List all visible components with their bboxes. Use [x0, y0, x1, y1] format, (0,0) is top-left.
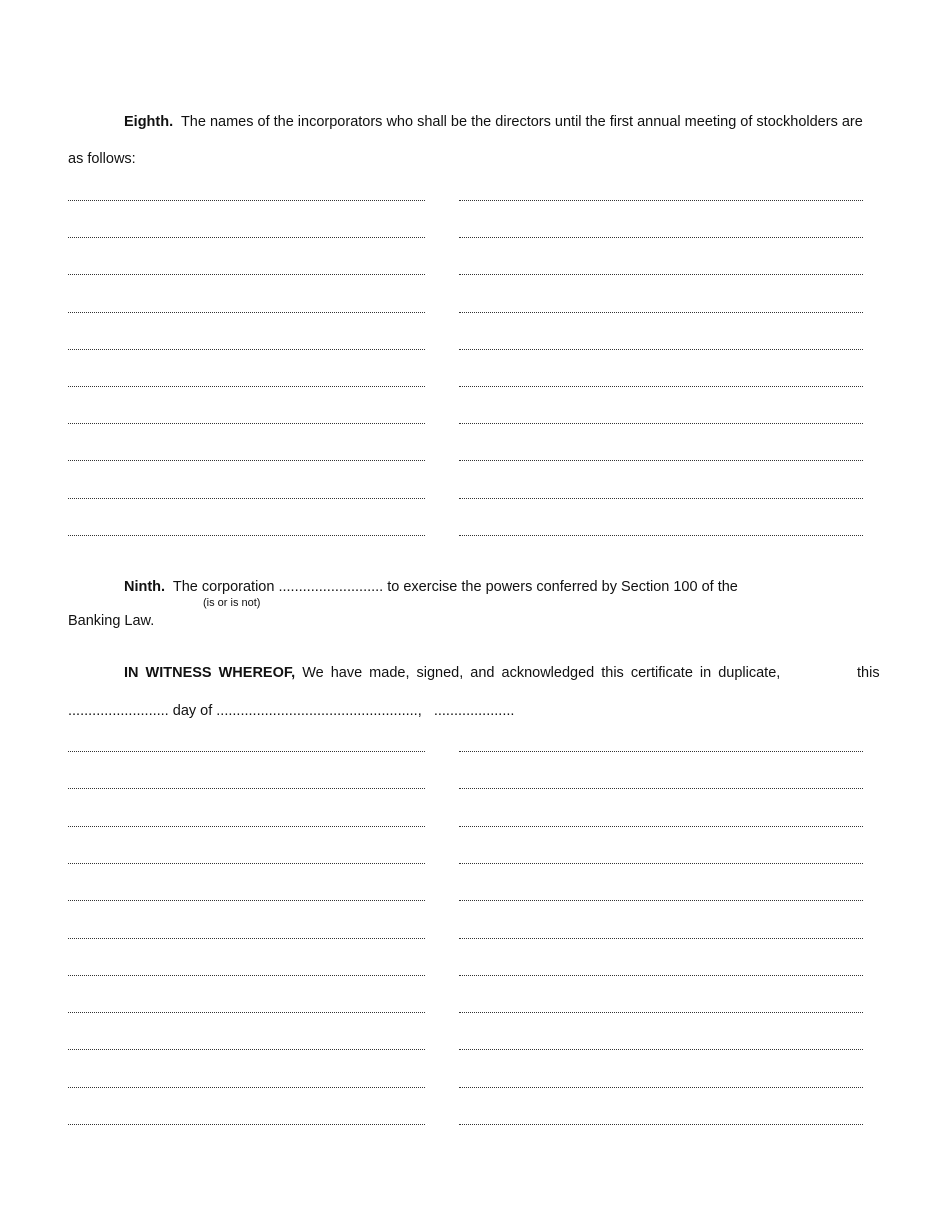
signature-field-right[interactable]	[459, 900, 863, 901]
signature-field-left[interactable]	[68, 938, 425, 939]
witness-text: We have made, signed, and acknowledged this certificate in duplicate,	[302, 665, 781, 681]
ninth-text-line2: Banking Law.	[68, 613, 155, 629]
is-or-is-not-field[interactable]: ..........................	[278, 579, 384, 595]
signature-field-left[interactable]	[68, 1087, 425, 1088]
witness-this: this	[857, 665, 880, 681]
director-name-field-right[interactable]	[459, 200, 863, 201]
signature-field-right[interactable]	[459, 938, 863, 939]
director-name-field-right[interactable]	[459, 274, 863, 275]
signature-field-right[interactable]	[459, 751, 863, 752]
signature-field-right[interactable]	[459, 1012, 863, 1013]
director-name-field-right[interactable]	[459, 535, 863, 536]
ninth-text-after: to exercise the powers conferred by Section 100 of the	[387, 579, 738, 595]
director-name-field-left[interactable]	[68, 498, 425, 499]
director-name-field-right[interactable]	[459, 460, 863, 461]
signature-field-right[interactable]	[459, 1124, 863, 1125]
signature-field-left[interactable]	[68, 1124, 425, 1125]
signature-field-right[interactable]	[459, 1049, 863, 1050]
director-name-field-right[interactable]	[459, 349, 863, 350]
ninth-text-before: The corporation	[172, 579, 275, 595]
director-name-field-left[interactable]	[68, 423, 425, 424]
director-name-field-left[interactable]	[68, 386, 425, 387]
director-name-field-left[interactable]	[68, 200, 425, 201]
director-name-field-left[interactable]	[68, 349, 425, 350]
ninth-label: Ninth.	[124, 579, 166, 595]
director-name-field-right[interactable]	[459, 386, 863, 387]
director-name-field-left[interactable]	[68, 274, 425, 275]
director-name-field-left[interactable]	[68, 237, 425, 238]
director-name-field-left[interactable]	[68, 535, 425, 536]
director-name-field-right[interactable]	[459, 237, 863, 238]
signature-field-right[interactable]	[459, 1087, 863, 1088]
signature-field-right[interactable]	[459, 826, 863, 827]
signature-field-left[interactable]	[68, 826, 425, 827]
eighth-paragraph	[124, 114, 863, 130]
ninth-paragraph	[124, 579, 738, 595]
director-name-field-left[interactable]	[68, 312, 425, 313]
date-line	[68, 703, 514, 719]
day-field[interactable]: .........................	[68, 703, 169, 719]
year-field[interactable]: ....................	[433, 703, 515, 719]
signature-field-right[interactable]	[459, 863, 863, 864]
witness-label: IN WITNESS WHEREOF,	[124, 665, 296, 681]
signature-field-left[interactable]	[68, 751, 425, 752]
director-name-field-right[interactable]	[459, 498, 863, 499]
eighth-label: Eighth.	[124, 114, 174, 130]
day-of-label: day of	[172, 703, 213, 719]
signature-field-left[interactable]	[68, 863, 425, 864]
signature-field-right[interactable]	[459, 788, 863, 789]
is-or-is-not-hint: (is or is not)	[203, 597, 261, 609]
director-name-field-right[interactable]	[459, 312, 863, 313]
signature-field-left[interactable]	[68, 788, 425, 789]
witness-paragraph	[124, 665, 780, 681]
signature-field-left[interactable]	[68, 900, 425, 901]
director-name-field-right[interactable]	[459, 423, 863, 424]
eighth-text: The names of the incorporators who shall be the directors until the first annual meeting of stockholders are	[180, 114, 863, 130]
eighth-text-line2: as follows:	[68, 151, 136, 167]
signature-field-left[interactable]	[68, 1012, 425, 1013]
signature-field-left[interactable]	[68, 975, 425, 976]
signature-field-right[interactable]	[459, 975, 863, 976]
month-field[interactable]: ..................................................,	[216, 703, 422, 719]
director-name-field-left[interactable]	[68, 460, 425, 461]
signature-field-left[interactable]	[68, 1049, 425, 1050]
